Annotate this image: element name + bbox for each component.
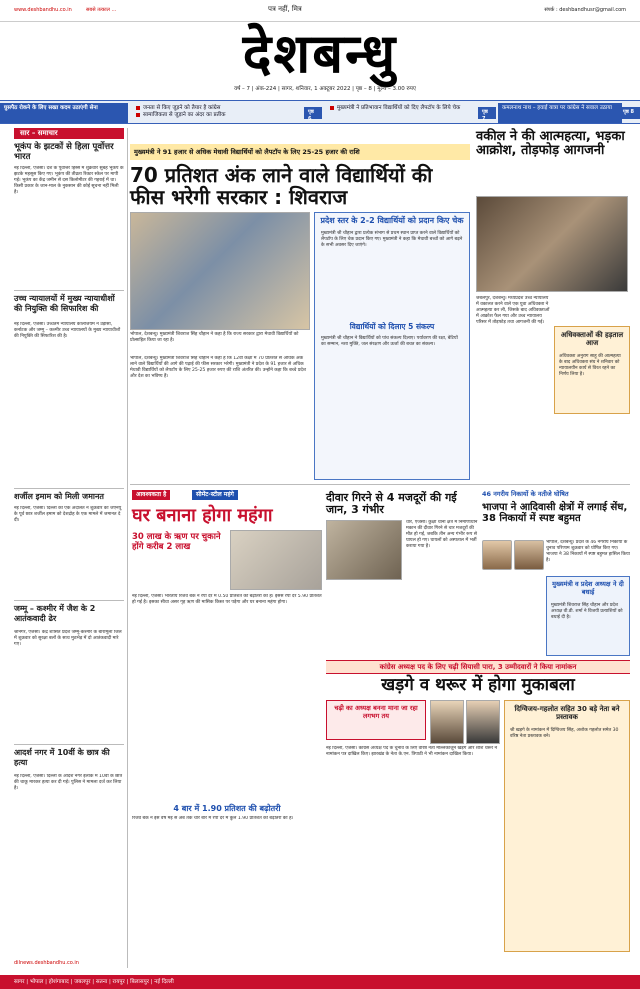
photo-caption: भोपाल, देशबन्धु। मुख्यमंत्री शिवराज सिंह चौहान ने कहा है कि राज्य सरकार द्वारा मेधावी विद्यार्थियों को प्रोत्साहित किया जा रहा है।: [130, 332, 299, 343]
wall-body: धार, एजेंसी। कुक्षी थाना क्षेत्र में निर्माणाधीन मकान की दीवार गिरने से चार मजदूरों की मौत हो गई, जबकि तीन अन्य गंभीर रूप से घायल हो गए। घायलों को अस्पताल में भर्ती कराया गया है।: [406, 520, 478, 549]
congress-body: नई दिल्ली, एजेंसी। कांग्रेस अध्यक्ष पद के चुनाव के लिए वरिष्ठ नेता मल्लिकार्जुन खड़गे और शशि थरूर ने नामांकन पत्र दाखिल किए। झारखंड के नेता के.एन. त्रिपाठी ने भी नामांकन दाखिल किया।: [326, 746, 498, 757]
divider: [130, 484, 630, 485]
center-headline[interactable]: घर बनाना होगा महंगा: [132, 505, 273, 526]
box-headline: अधिवक्ताओं की हड़ताल आज: [560, 331, 624, 348]
news-headline[interactable]: आदर्श नगर में 10वीं के छात्र की हत्या: [14, 748, 110, 767]
congress-headline[interactable]: खड़गे व थरूर में होगा मुकाबला: [381, 675, 575, 695]
box-headline: प्रदेश स्तर के 2-2 विद्यार्थियों को प्रदान किए चेक: [320, 216, 464, 225]
news-body: नई दिल्ली, एजेंसी। देश के पूर्वोत्तर हिस्से में शुक्रवार सुबह भूकंप के झटके महसूस किए गए। भूकंप की तीव्रता रिक्टर स्केल पर मापी गई। भूकंप का केंद्र जमीन से दस किलोमीटर की गहराई में था। किसी प्रकार के जान-माल के नुकसान की कोई सूचना नहीं मिली है।: [14, 166, 124, 195]
divider: [14, 744, 124, 745]
contact-email[interactable]: संपर्क : deshbandhusr@gmail.com: [544, 7, 626, 13]
box-body: मुख्यमंत्री श्री चौहान ने विद्यार्थियों को पांच संकल्प दिलाए। पर्यावरण की रक्षा, बेटियों का सम्मान, नशा मुक्ति, जल संरक्षण और ऊर्जा की बचत का संकल्प।: [321, 335, 458, 347]
column-rule: [127, 128, 128, 968]
box-headline: दिग्विजय-गहलोत सहित 30 बड़े नेता बने प्रस्तावक: [514, 705, 620, 722]
teaser-strip: [0, 100, 640, 124]
motto: पत्र नहीं, मित्र: [268, 5, 302, 13]
wall-photo: [326, 520, 402, 580]
lead-photo: [130, 212, 310, 330]
box-subheadline: विद्यार्थियों को दिलाए 5 संकल्प: [349, 321, 435, 331]
news-body: नई दिल्ली, एजेंसी। उच्चतम न्यायालय कॉलेजियम ने उड़ीसा, कर्नाटक और जम्मू – कश्मीर उच्च न्यायालयों के मुख्य न्यायाधीशों की नियुक्ति की सिफारिश की है।: [14, 322, 121, 339]
news-headline[interactable]: शर्जील इमाम को मिली जमानत: [14, 492, 104, 501]
teaser-item[interactable]: घुसपैठ रोकने के लिए सख्त कदम उठाएंगी सेना: [0, 103, 128, 123]
right-fact-box: [554, 326, 630, 414]
divider: [14, 600, 124, 601]
news-body: श्रीनगर, एजेंसी। केंद्र शासित प्रदेश जम्मू-कश्मीर के बारामूला जिले में शुक्रवार को सुरक्षा बलों के साथ मुठभेड़ में दो आतंकवादी मारे गए।: [14, 630, 122, 647]
kharge-photo: [430, 700, 464, 744]
right-body: जबलपुर, देशबन्धु। मध्यप्रदेश उच्च न्यायालय में वकालत करने वाले एक युवा अधिवक्ता ने आत्महत्या कर ली, जिसके बाद अधिवक्ताओं में आक्रोश फैल गया और उच्च न्यायालय परिसर में तोड़फोड़ तथा आगजनी की गई।: [476, 296, 550, 325]
left-footer-url[interactable]: dilnews.deshbandhu.co.in: [14, 960, 79, 966]
box-headline: मुख्यमंत्री व प्रदेश अध्यक्ष ने दी बधाई: [552, 580, 624, 596]
bullet-icon: [136, 106, 140, 110]
footer-bar: सागर | भोपाल | होशंगाबाद | जबलपुर | सतना | रायपुर | बिलासपुर | नई दिल्ली: [0, 975, 640, 989]
congress-quote-box: [326, 700, 426, 740]
teaser-item[interactable]: कमलनाथ नाथ – हवाई यात्रा पर कांग्रेस ने सवाल उठाया: [498, 103, 622, 123]
teaser-item[interactable]: मुख्यमंत्री ने प्रतिभावान विद्यार्थियों को दिए लैपटॉप के लिये चेक: [326, 103, 476, 123]
right-headline[interactable]: वकील ने की आत्महत्या, भड़का आक्रोश, तोड़फोड़ आगजनी: [476, 129, 625, 159]
bullet-icon: [136, 113, 140, 117]
tagline-left: सबसे तत्काल ...: [86, 7, 117, 13]
newspaper-logo: देशबन्धु: [242, 21, 398, 85]
bullet-icon: [330, 106, 334, 110]
results-box: [546, 576, 630, 656]
divider: [14, 290, 124, 291]
news-body: नई दिल्ली, एजेंसी। दिल्ली के आदर्श नगर इलाके में 10वीं के छात्र की चाकू मारकर हत्या कर दी गई। पुलिस ने मामला दर्ज कर लिया है।: [14, 774, 123, 791]
box-body: मुख्यमंत्री शिवराज सिंह चौहान और प्रदेश अध्यक्ष वी.डी. शर्मा ने विजयी प्रत्याशियों को बधाई दी है।: [551, 602, 623, 620]
lead-body: भोपाल, देशबन्धु। मुख्यमंत्री शिवराज सिंह चौहान ने कहा है कि 12वीं कक्षा में 70 प्रतिशत से अधिक अंक लाने वाले विद्यार्थियों की आगे की पढ़ाई की फीस सरकार भरेगी। मुख्यमंत्री ने प्रदेश के 91 हजार से अधिक मेधावी विद्यार्थियों को लैपटॉप के लिए 25-25 हजार रुपए की राशि अंतरित की। उन्होंने कहा कि बच्चे प्रदेश और देश का भविष्य हैं।: [130, 356, 306, 379]
lead-kicker: मुख्यमंत्री ने 91 हजार से अधिक मेधावी विद्यार्थियों को लैपटॉप के लिए 25-25 हजार की राशि: [130, 144, 470, 160]
site-url[interactable]: www.deshbandhu.co.in: [14, 7, 72, 13]
page-label: पृष्ठ 8: [622, 107, 640, 119]
wall-headline[interactable]: दीवार गिरने से 4 मजदूरों की गई जान, 3 गंभीर: [326, 491, 457, 517]
results-headline[interactable]: भाजपा ने आदिवासी क्षेत्रों में लगाई सेंध, 38 निकायों में स्पष्ट बहुमत: [482, 502, 628, 524]
results-kicker: 46 नगरीय निकायों के नतीजे घोषित: [482, 490, 569, 498]
protest-photo: [476, 196, 628, 292]
page-label: पृष्ठ 7: [478, 107, 496, 119]
teaser-item[interactable]: जनता से किए जुड़ने को तैयार है कांग्रेस सामाजिकता से जुड़ाने का अंदर का प्रतीक: [132, 103, 302, 123]
lead-sidebar-box: [314, 212, 470, 480]
politician-photo: [482, 540, 512, 570]
center-subhead: 4 बार में 1.90 प्रतिशत की बढ़ोतरी: [173, 804, 281, 813]
center-body: रिजर्व बैंक ने इस वर्ष मई से अब तक चार बार में रेपो दर में कुल 1.90 प्रतिशत की बढ़ोतरी की है।: [132, 816, 294, 821]
center-body: नई दिल्ली, एजेंसी। भारतीय रिजर्व बैंक ने रेपो दर में 0.50 प्रतिशत की बढ़ोतरी की है। इससे रेपो दर 5.90 प्रतिशत हो गई है। इसका सीधा असर गृह ऋण की मासिक किस्त पर पड़ेगा और घर बनाना महंगा होगा।: [132, 594, 322, 605]
news-headline[interactable]: भूकंप के झटकों से हिला पूर्वोत्तर भारत: [14, 142, 114, 163]
politician-photo: [514, 540, 544, 570]
congress-strip: कांग्रेस अध्यक्ष पद के लिए चढ़ी सियासी पारा, 3 उम्मीदवारों ने किया नामांकन: [326, 660, 630, 674]
section-title: सार – समाचार: [14, 128, 124, 139]
news-headline[interactable]: जम्मू – कश्मीर में जैश के 2 आतंकवादी ढेर: [14, 604, 96, 623]
results-body: भोपाल, देशबन्धु। प्रदेश के 46 नगरीय निकायों के चुनाव परिणाम शुक्रवार को घोषित किए गए। भाजपा ने 38 निकायों में स्पष्ट बहुमत हासिल किया है।: [546, 540, 630, 563]
box-body: मुख्यमंत्री श्री चौहान द्वारा प्रत्येक संभाग से प्रथम स्थान प्राप्त करने वाले विद्यार्थियों को लैपटॉप के लिए चेक प्रदान किए गए। मुख्यमंत्री ने कहा कि मेधावी बच्चों को आगे बढ़ने के सभी अवसर दिए जाएंगे।: [321, 230, 463, 248]
story-label: सीमेंट-स्टील महंगे: [192, 490, 238, 500]
construction-photo: [230, 530, 322, 590]
news-headline[interactable]: उच्च न्यायालयों में मुख्य न्यायाधीशों की नियुक्ति की सिफारिश की: [14, 294, 115, 313]
divider: [14, 488, 124, 489]
box-body: अधिवक्ता अनुराग साहू की आत्महत्या के बाद अधिवक्ता संघ ने शनिवार को न्यायालयीन कार्य से विरत रहने का निर्णय लिया है।: [559, 353, 621, 377]
quote-text: चढ़ी का अध्यक्ष बनना माना जा रहा लगभग तय: [334, 704, 418, 720]
tharoor-photo: [466, 700, 500, 744]
center-sidebar: 30 लाख के ऋण पर चुकाने होंगे करीब 2 लाख: [132, 532, 221, 553]
box-body: श्री खड़गे के नामांकन में दिग्विजय सिंह, अशोक गहलोत समेत 30 वरिष्ठ नेता प्रस्तावक बने।: [510, 727, 619, 739]
story-label: आवश्यकता है: [132, 490, 170, 500]
top-bar: [0, 0, 640, 22]
page-label: पृष्ठ 6: [304, 107, 322, 119]
congress-sidebar: [504, 700, 630, 952]
news-body: नई दिल्ली, एजेंसी। दिल्ली की एक अदालत ने शुक्रवार को जेएनयू के पूर्व छात्र शर्जील इमाम को देशद्रोह के एक मामले में जमानत दे दी।: [14, 506, 122, 523]
edition-line: वर्ष – 7 | अंक-224 | सागर, शनिवार, 1 अक्टूबर 2022 | पृष्ठ – 8 | मूल्य – 3.00 रुपए: [234, 86, 416, 92]
lead-headline[interactable]: 70 प्रतिशत अंक लाने वाले विद्यार्थियों की फीस भरेगी सरकार : शिवराज: [130, 163, 433, 209]
